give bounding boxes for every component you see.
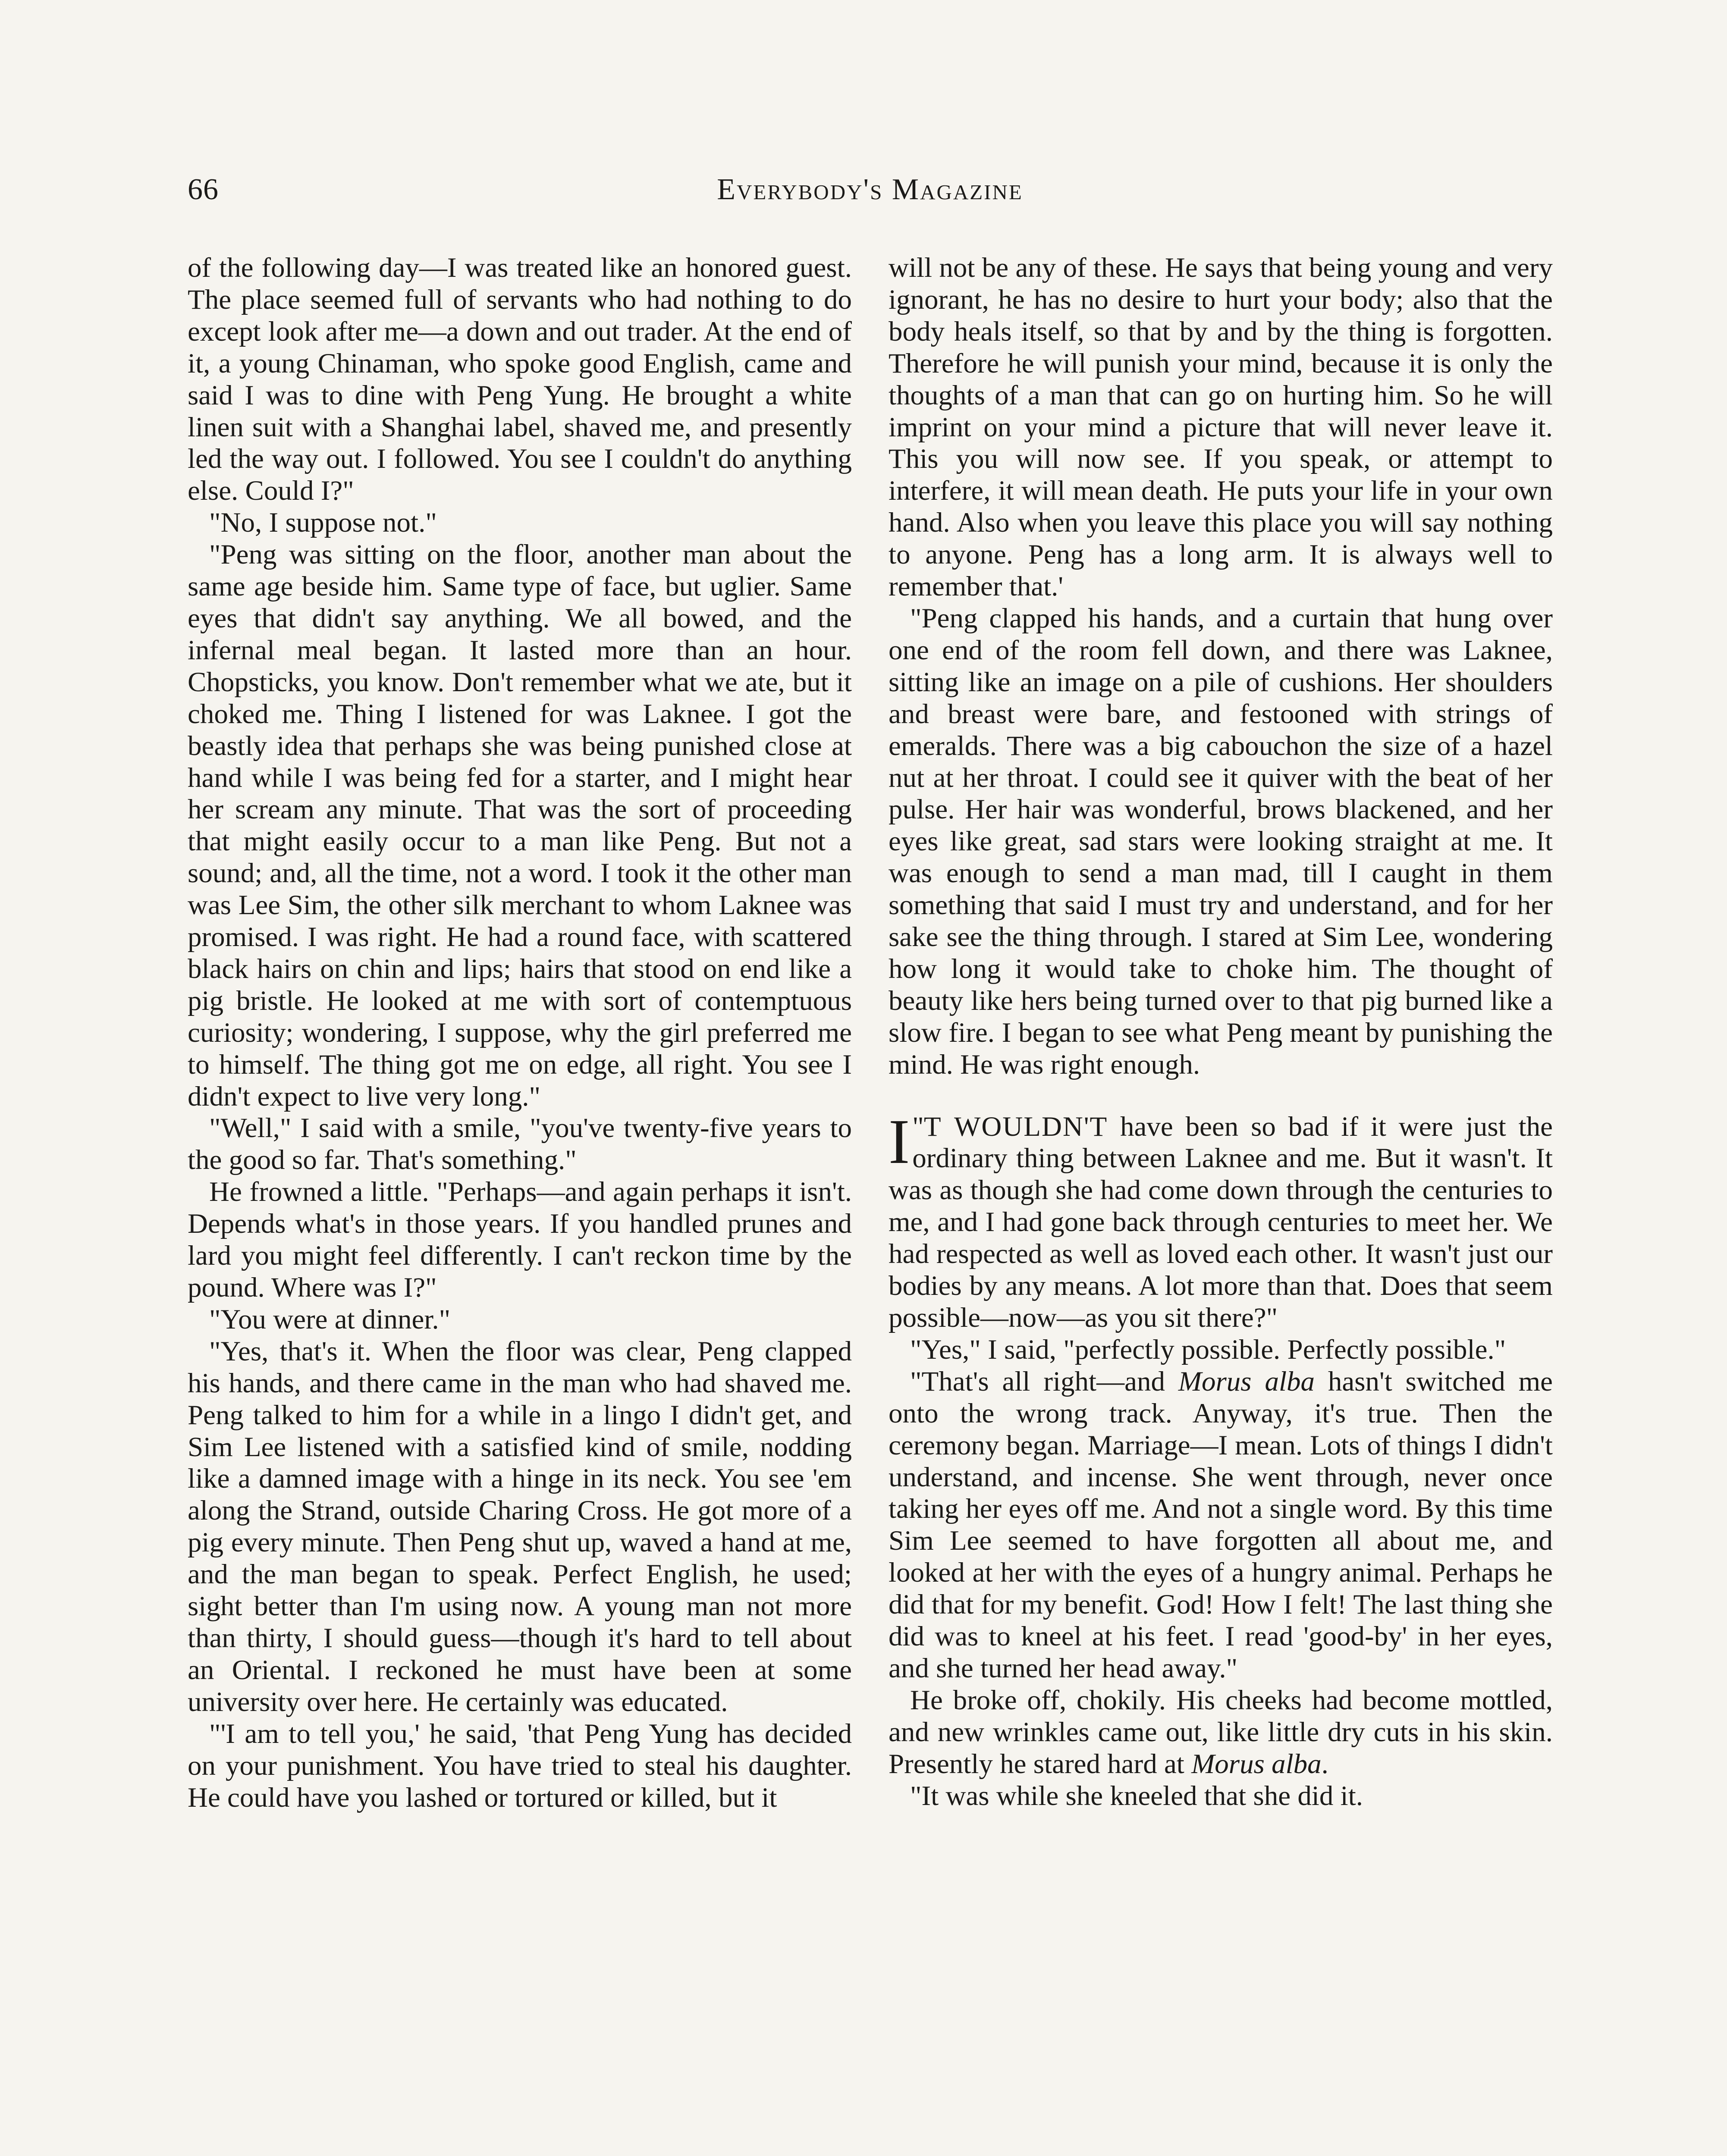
paragraph: will not be any of these. He says that being young and very ignorant, he has no desire to hurt your body; also that the body heals itself, so that by and by the thing is forgotten. Therefore he will punish your mind, because it is only the thoughts of a man that can go on hurting him. So he will imprint on your mind a picture that will never leave it. This you will now see. If you speak, or attempt to interfere, it will mean death. He puts your life in your own hand. Also when you leave this place you will say nothing to anyone. Peng has a long arm. It is always well to remember that.'	[889, 252, 1553, 602]
section-opening-text: have been so bad if it were just the ordinary thing between Laknee and me. But it wasn't. It was as though she had come down through the centuries to me, and I had gone back through centuries to meet her. We had respected as well as loved each other. It wasn't just our bodies by any means. A lot more than that. Does that seem possible—now—as you sit there?"	[889, 1111, 1553, 1333]
paragraph: "'I am to tell you,' he said, 'that Peng Yung has decided on your punishment. You have tried to steal his daughter. He could have you lashed or tortured or killed, but it	[188, 1718, 852, 1813]
page-number: 66	[188, 173, 219, 206]
paragraph: "Yes," I said, "perfectly possible. Perfectly possible."	[910, 1334, 1506, 1365]
paragraph: "Yes, that's it. When the floor was clear, Peng clapped his hands, and there came in the man who had shaved me. Peng talked to him for a while in a lingo I didn't get, and Sim Lee listened with a satisfied kind of smile, nodding like a damned image with a hinge in its neck. You see 'em along the Strand, outside Charing Cross. He got more of a pig every minute. Then Peng shut up, waved a hand at me, and the man began to speak. Perfect English, he used; sight better than I'm using now. A young man not more than thirty, I should guess—though it's hard to tell about an Oriental. I reckoned he must have been at some university over here. He certainly was educated.	[188, 1335, 852, 1717]
paragraph: "No, I suppose not."	[209, 507, 437, 539]
italic-term: Morus alba	[1191, 1748, 1322, 1780]
running-head: Everybody's Magazine	[717, 173, 1023, 206]
opening-quote-mark: "	[912, 1111, 924, 1142]
section-opening-paragraph	[889, 1106, 1553, 1334]
paragraph: "Peng clapped his hands, and a curtain that hung over one end of the room fell down, and there was Laknee, sitting like an image on a pile of cushions. Her shoulders and breast were bare, and festooned with strings of emeralds. There was a big cabouchon the size of a hazel nut at her throat. I could see it quiver with the beat of her pulse. Her hair was wonderful, brows blackened, and her eyes like great, sad stars were looking straight at me. It was enough to send a man mad, till I caught in them something that said I must try and understand, and for her sake see the thing through. I stared at Sim Lee, wondering how long it would take to choke him. The thought of beauty like hers being turned over to that pig burned like a slow fire. I began to see what Peng meant by punishing the mind. He was right enough.	[889, 602, 1553, 1080]
right-column	[889, 252, 1553, 2156]
paragraph: "It was while she kneeled that she did it.	[910, 1780, 1363, 1811]
paragraph	[889, 1366, 1553, 1685]
drop-cap: I	[889, 1106, 910, 1177]
page-header	[188, 172, 1552, 220]
paragraph: "Well," I said with a smile, "you've twenty-five years to the good so far. That's something."	[188, 1112, 852, 1176]
paragraph	[889, 1685, 1553, 1780]
paragraph-text: .	[1321, 1748, 1328, 1780]
lead-in-caps: T WOULDN'T	[923, 1111, 1108, 1142]
paragraph-text: He broke off, chokily. His cheeks had become mottled, and new wrinkles came out, like little dry cuts in his skin. Presently he stared hard at	[889, 1684, 1553, 1780]
paragraph: "Peng was sitting on the floor, another man about the same age beside him. Same type of face, but uglier. Same eyes that didn't say anything. We all bowed, and the infernal meal began. It lasted more than an hour. Chopsticks, you know. Don't remember what we ate, but it choked me. Thing I listened for was Laknee. I got the beastly idea that perhaps she was being punished close at hand while I was being fed for a starter, and I might hear her scream any minute. That was the sort of proceeding that might easily occur to a man like Peng. But not a sound; and, all the time, not a word. I took it the other man was Lee Sim, the other silk merchant to whom Laknee was promised. I was right. He had a round face, with scattered black hairs on chin and lips; hairs that stood on end like a pig bristle. He looked at me with sort of contemptuous curiosity; wondering, I suppose, why the girl preferred me to himself. The thing got me on edge, all right. You see I didn't expect to live very long."	[188, 539, 852, 1112]
paragraph-text: "That's all right—and	[910, 1366, 1178, 1397]
paragraph-text: hasn't switched me onto the wrong track. Anyway, it's true. Then the ceremony began. Marriage—I mean. Lots of things I didn't understand, and incense. She went through, never once taking her eyes off me. And not a single word. By this time Sim Lee seemed to have forgotten all about me, and looked at her with the eyes of a hungry animal. Perhaps he did that for my benefit. God! How I felt! The last thing she did was to kneel at his feet. I read 'good-by' in her eyes, and she turned her head away."	[889, 1366, 1553, 1684]
paragraph: "You were at dinner."	[209, 1304, 451, 1335]
paragraph: He frowned a little. "Perhaps—and again perhaps it isn't. Depends what's in those years. If you handled prunes and lard you might feel differently. I can't reckon time by the pound. Where was I?"	[188, 1176, 852, 1303]
left-column	[188, 252, 852, 2156]
italic-term: Morus alba	[1178, 1366, 1315, 1397]
paragraph: of the following day—I was treated like an honored guest. The place seemed full of servants who had nothing to do except look after me—a down and out trader. At the end of it, a young Chinaman, who spoke good English, came and said I was to dine with Peng Yung. He brought a white linen suit with a Shanghai label, shaved me, and presently led the way out. I followed. You see I couldn't do anything else. Could I?"	[188, 252, 852, 507]
article-body	[188, 252, 1553, 2156]
